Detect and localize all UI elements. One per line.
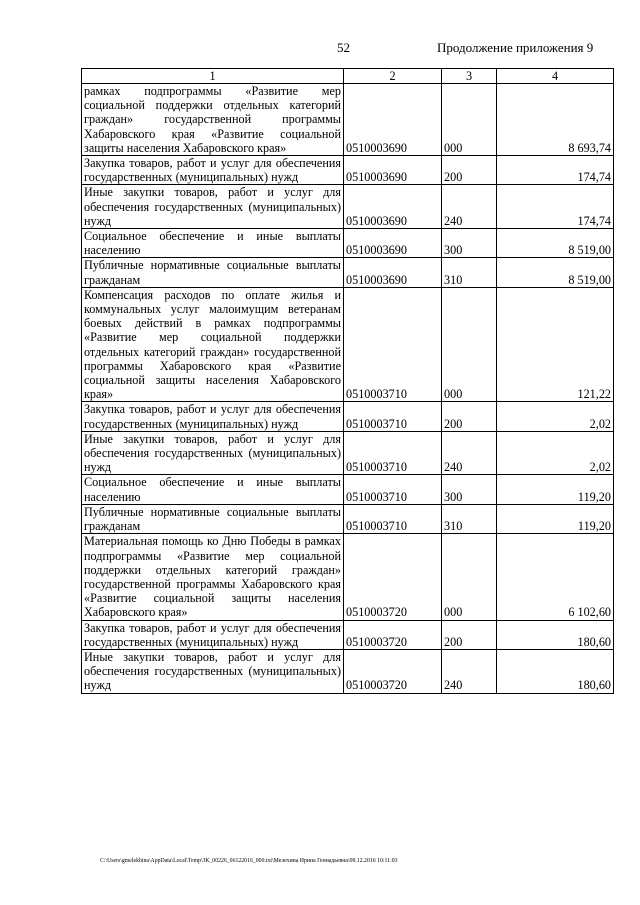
table-row xyxy=(82,475,614,504)
file-path-footer: C:\Users\gmelekhina\AppData\Local\Temp\ЗК_00226_06122016_009.txt\Мелехина Ирина Геннадьевна\09.12.2016 10:11:03 xyxy=(100,858,398,864)
row-target-code: 0510003690 xyxy=(344,156,442,185)
row-expense-type: 240 xyxy=(442,649,497,693)
row-target-code: 0510003710 xyxy=(344,431,442,475)
row-expense-type: 200 xyxy=(442,402,497,431)
row-amount: 121,22 xyxy=(497,287,614,402)
row-description: Социальное обеспечение и иные выплаты населению xyxy=(82,475,344,504)
row-amount: 6 102,60 xyxy=(497,534,614,620)
table-row xyxy=(82,431,614,475)
table-row xyxy=(82,534,614,620)
continuation-label: Продолжение приложения 9 xyxy=(437,40,594,55)
row-description: Иные закупки товаров, работ и услуг для обеспечения государственных (муниципальных) нужд xyxy=(82,649,344,693)
row-target-code: 0510003690 xyxy=(344,229,442,258)
row-target-code: 0510003720 xyxy=(344,534,442,620)
column-header: 1 xyxy=(82,69,344,84)
row-description: Материальная помощь ко Дню Победы в рамках подпрограммы «Развитие мер социальной поддержки отдельных категорий граждан» государственной программы Хабаровского края «Развитие социальной защиты населения Хабаровского края» xyxy=(82,534,344,620)
row-description: рамках подпрограммы «Развитие мер социальной поддержки отдельных категорий граждан» государственной программы Хабаровского края «Развитие социальной защиты населения Хабаровского края» xyxy=(82,84,344,156)
row-description: Социальное обеспечение и иные выплаты населению xyxy=(82,229,344,258)
row-amount: 174,74 xyxy=(497,156,614,185)
row-expense-type: 300 xyxy=(442,229,497,258)
column-header: 2 xyxy=(344,69,442,84)
row-description: Иные закупки товаров, работ и услуг для обеспечения государственных (муниципальных) нужд xyxy=(82,431,344,475)
row-target-code: 0510003710 xyxy=(344,475,442,504)
row-expense-type: 000 xyxy=(442,287,497,402)
table-row xyxy=(82,649,614,693)
row-expense-type: 200 xyxy=(442,156,497,185)
row-amount: 2,02 xyxy=(497,431,614,475)
row-amount: 180,60 xyxy=(497,649,614,693)
page-number: 52 xyxy=(337,40,350,55)
budget-table xyxy=(81,68,614,694)
row-expense-type: 000 xyxy=(442,534,497,620)
row-target-code: 0510003690 xyxy=(344,258,442,287)
row-description: Публичные нормативные социальные выплаты гражданам xyxy=(82,258,344,287)
row-target-code: 0510003690 xyxy=(344,185,442,229)
row-amount: 180,60 xyxy=(497,620,614,649)
row-amount: 8 693,74 xyxy=(497,84,614,156)
row-description: Закупка товаров, работ и услуг для обеспечения государственных (муниципальных) нужд xyxy=(82,620,344,649)
row-description: Закупка товаров, работ и услуг для обеспечения государственных (муниципальных) нужд xyxy=(82,156,344,185)
row-target-code: 0510003720 xyxy=(344,649,442,693)
row-target-code: 0510003720 xyxy=(344,620,442,649)
row-amount: 119,20 xyxy=(497,475,614,504)
row-amount: 2,02 xyxy=(497,402,614,431)
column-header: 3 xyxy=(442,69,497,84)
row-description: Закупка товаров, работ и услуг для обеспечения государственных (муниципальных) нужд xyxy=(82,402,344,431)
row-description: Иные закупки товаров, работ и услуг для обеспечения государственных (муниципальных) нужд xyxy=(82,185,344,229)
table-row xyxy=(82,258,614,287)
row-expense-type: 000 xyxy=(442,84,497,156)
row-expense-type: 240 xyxy=(442,185,497,229)
row-amount: 174,74 xyxy=(497,185,614,229)
table-row xyxy=(82,287,614,402)
row-expense-type: 310 xyxy=(442,258,497,287)
table-row xyxy=(82,84,614,156)
row-target-code: 0510003710 xyxy=(344,504,442,533)
row-expense-type: 240 xyxy=(442,431,497,475)
table-row xyxy=(82,504,614,533)
row-amount: 119,20 xyxy=(497,504,614,533)
table-row xyxy=(82,185,614,229)
row-description: Компенсация расходов по оплате жилья и коммунальных услуг малоимущим ветеранам боевых действий в рамках подпрограммы «Развитие мер социальной поддержки отдельных категорий граждан» государственной программы Хабаровского края «Развитие социальной защиты населения Хабаровского края» xyxy=(82,287,344,402)
row-target-code: 0510003710 xyxy=(344,287,442,402)
row-expense-type: 310 xyxy=(442,504,497,533)
table-row xyxy=(82,156,614,185)
row-target-code: 0510003710 xyxy=(344,402,442,431)
row-expense-type: 200 xyxy=(442,620,497,649)
row-description: Публичные нормативные социальные выплаты гражданам xyxy=(82,504,344,533)
table-row xyxy=(82,620,614,649)
row-amount: 8 519,00 xyxy=(497,258,614,287)
table-row xyxy=(82,229,614,258)
row-amount: 8 519,00 xyxy=(497,229,614,258)
table-row xyxy=(82,402,614,431)
table-header-row xyxy=(82,69,614,84)
column-header: 4 xyxy=(497,69,614,84)
row-target-code: 0510003690 xyxy=(344,84,442,156)
row-expense-type: 300 xyxy=(442,475,497,504)
